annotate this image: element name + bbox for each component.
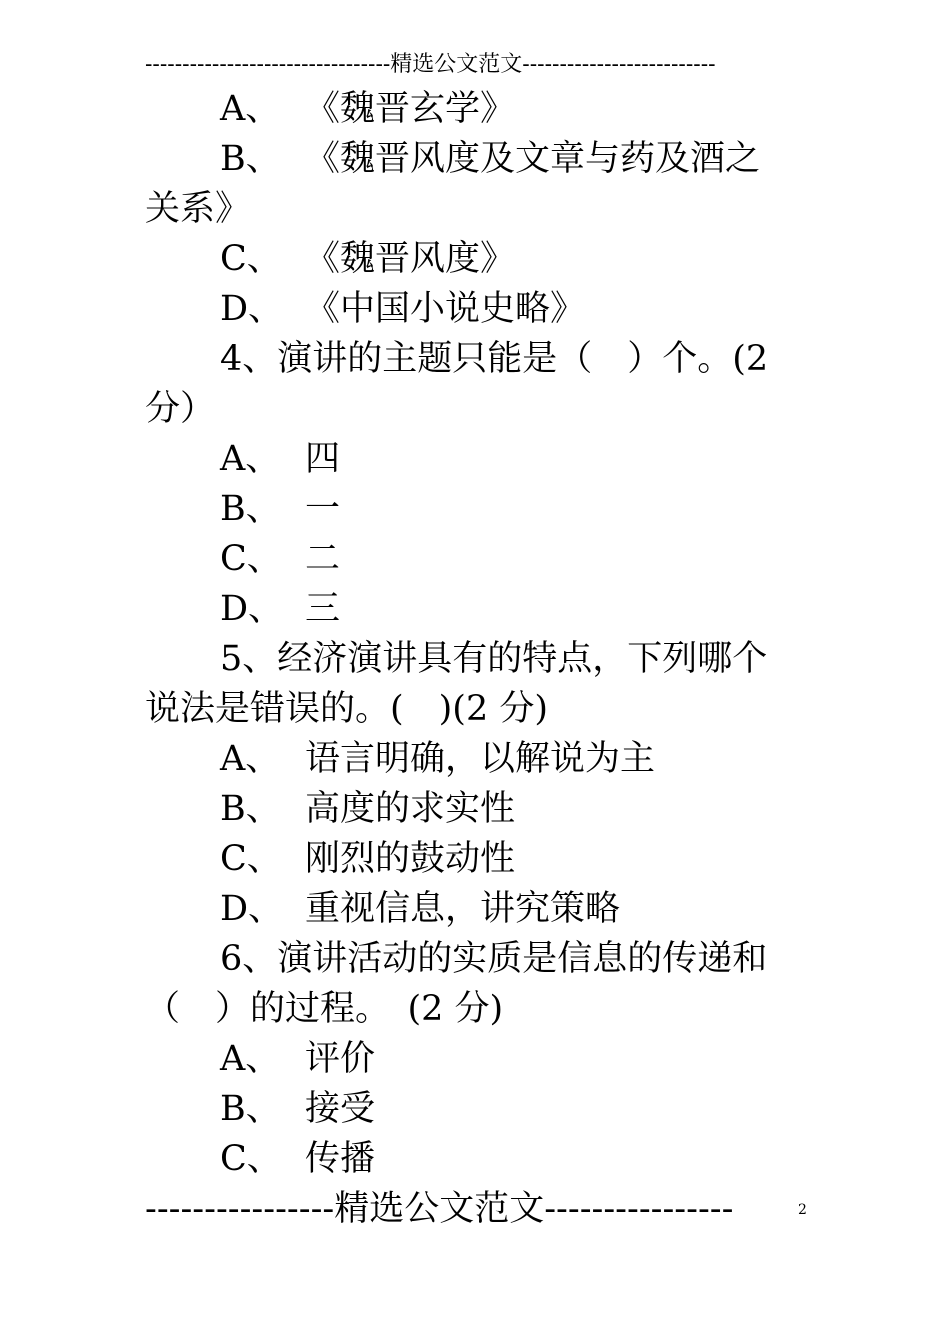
option-text: 《魏晋风度及文章与药及酒之	[305, 139, 761, 179]
option-text: 传播	[305, 1139, 376, 1179]
option-line	[145, 134, 815, 184]
option-line	[145, 484, 815, 534]
option-text: 《魏晋玄学》	[305, 89, 516, 129]
option-text: 四	[305, 439, 341, 479]
option-line	[145, 234, 815, 284]
option-text: 三	[305, 589, 341, 629]
question-line: 4、演讲的主题只能是（ ）个。(2	[220, 339, 769, 379]
option-letter: C、	[220, 539, 282, 579]
option-line	[145, 534, 815, 584]
option-text: 《中国小说史略》	[305, 289, 586, 329]
continuation-line: 说法是错误的。( )(2 分)	[145, 689, 549, 729]
option-line	[145, 1134, 815, 1184]
option-line	[145, 284, 815, 334]
page-number: 2	[798, 1202, 807, 1218]
option-line	[145, 84, 815, 134]
continuation-line: 分）	[145, 389, 216, 429]
question-line: 5、经济演讲具有的特点，下列哪个	[220, 639, 768, 679]
option-letter: C、	[220, 239, 282, 279]
option-line	[145, 734, 815, 784]
option-text: 评价	[305, 1039, 376, 1079]
option-line	[145, 1084, 815, 1134]
option-letter: B、	[220, 139, 281, 179]
option-line	[145, 884, 815, 934]
option-text: 语言明确，以解说为主	[305, 739, 656, 779]
option-text: 重视信息，讲究策略	[305, 889, 621, 929]
option-text: 一	[305, 489, 341, 529]
option-letter: A、	[220, 739, 281, 779]
option-letter: D、	[220, 289, 284, 329]
option-text: 接受	[305, 1089, 376, 1129]
page-footer: ----------------精选公文范文----------------	[145, 1189, 734, 1229]
option-text: 刚烈的鼓动性	[305, 839, 516, 879]
continuation-line: （ ）的过程。 (2 分)	[145, 989, 504, 1029]
option-letter: D、	[220, 889, 284, 929]
option-text: 二	[305, 539, 341, 579]
question-line: 6、演讲活动的实质是信息的传递和	[220, 939, 768, 979]
option-line	[145, 434, 815, 484]
option-line	[145, 784, 815, 834]
option-letter: C、	[220, 1139, 282, 1179]
document-body	[145, 84, 815, 1184]
option-letter: B、	[220, 489, 281, 529]
page-header: ---------------------------------精选公文范文--------------------------	[145, 52, 716, 77]
option-text: 《魏晋风度》	[305, 239, 516, 279]
option-letter: B、	[220, 1089, 281, 1129]
option-letter: A、	[220, 89, 281, 129]
continuation-line: 关系》	[145, 189, 251, 229]
option-letter: C、	[220, 839, 282, 879]
option-line	[145, 584, 815, 634]
option-letter: A、	[220, 439, 281, 479]
option-text: 高度的求实性	[305, 789, 516, 829]
option-line	[145, 1034, 815, 1084]
option-letter: B、	[220, 789, 281, 829]
option-line	[145, 834, 815, 884]
option-letter: A、	[220, 1039, 281, 1079]
option-letter: D、	[220, 589, 284, 629]
